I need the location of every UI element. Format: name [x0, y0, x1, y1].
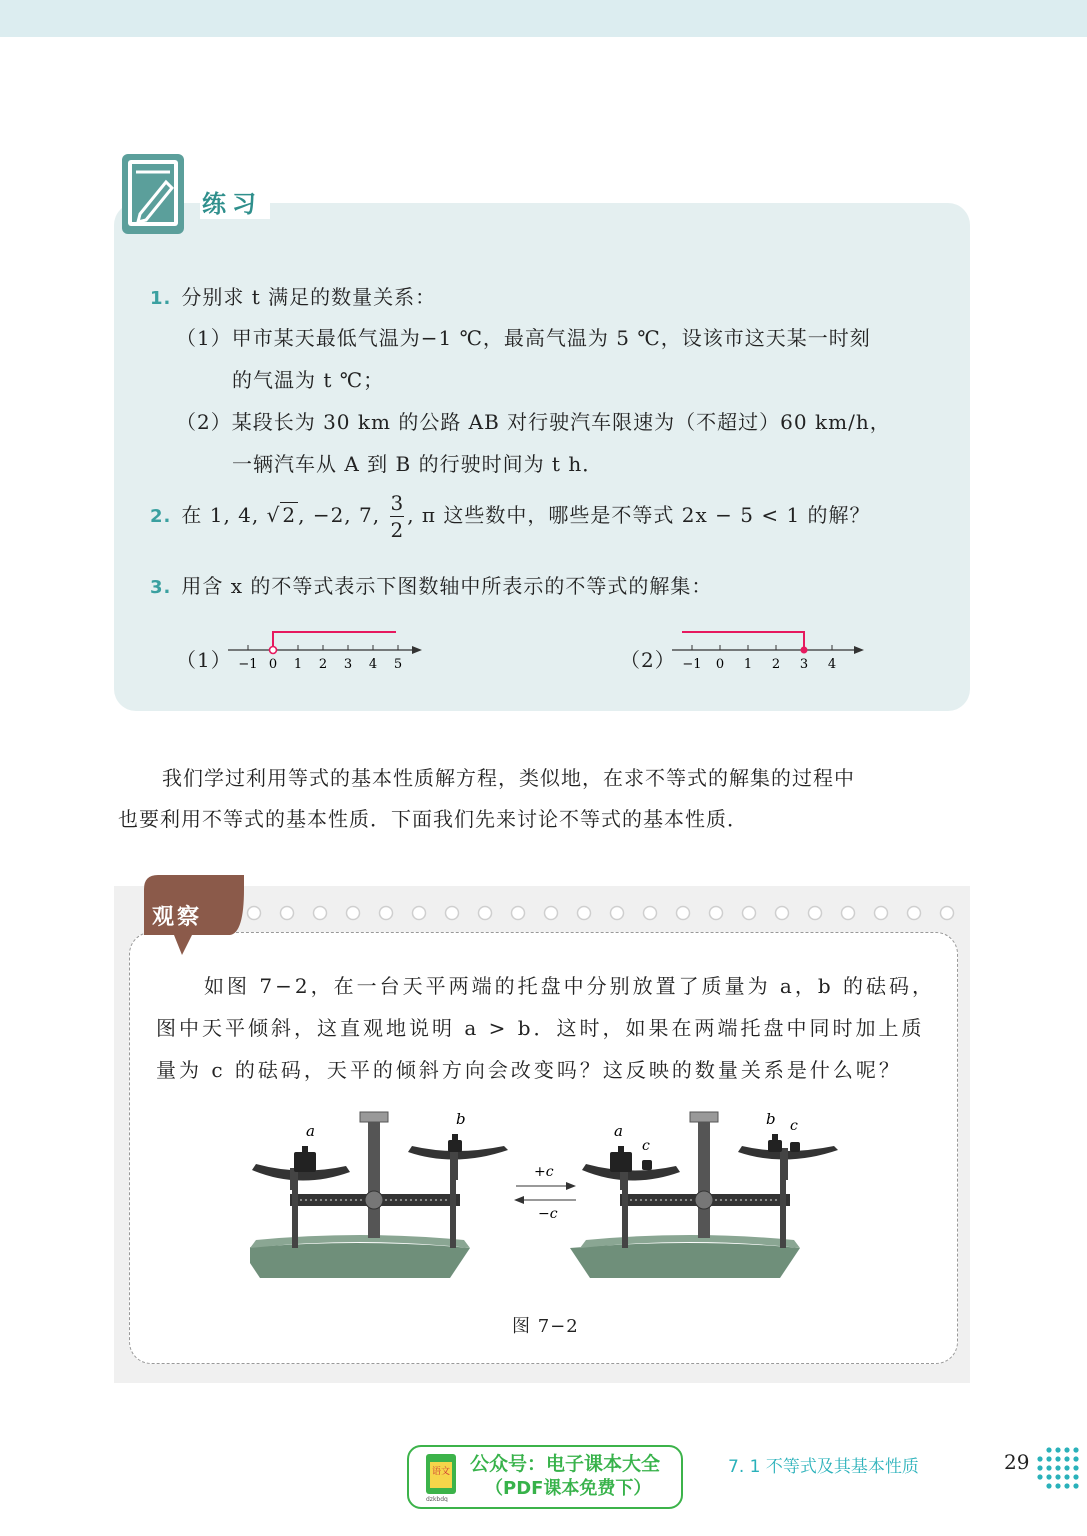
- q2-mid: , −2, 7,: [298, 503, 388, 527]
- decor-dot: [644, 907, 657, 920]
- weight-label-b: b: [456, 1110, 466, 1128]
- balance-left: [250, 1110, 508, 1278]
- book-icon: [420, 1452, 464, 1502]
- q1-part2-line2: 一辆汽车从 A 到 B 的行驶时间为 t h．: [232, 452, 604, 476]
- decor-dot: [842, 907, 855, 920]
- page-dot: [1037, 1474, 1042, 1479]
- page-dot: [1064, 1447, 1069, 1452]
- page-dot: [1073, 1474, 1078, 1479]
- page-dot: [1055, 1456, 1060, 1461]
- section-title: 7. 1 不等式及其基本性质: [728, 1457, 919, 1477]
- decorative-dots: [246, 903, 958, 923]
- tick-label: 1: [293, 657, 303, 672]
- weight-label-b2: b: [766, 1110, 776, 1128]
- tick-label: 4: [827, 657, 837, 672]
- weight-label-a: a: [306, 1122, 315, 1140]
- q1-part1-line1: （1）甲市某天最低气温为−1 ℃，最高气温为 5 ℃，设该市这天某一时刻: [176, 326, 871, 350]
- page-dot: [1046, 1465, 1051, 1470]
- tick-label: −1: [682, 657, 702, 672]
- badge-line-2: （PDF课本免费下）: [485, 1478, 652, 1499]
- arrow-label-minus-c: −c: [538, 1206, 558, 1222]
- tick-label: 2: [771, 657, 781, 672]
- tick-label: 0: [268, 657, 278, 672]
- paragraph-line-1: 我们学过利用等式的基本性质解方程，类似地，在求不等式的解集的过程中: [162, 766, 855, 790]
- decor-dot: [380, 907, 393, 920]
- q1-line: [150, 281, 436, 310]
- page-dot: [1046, 1447, 1051, 1452]
- decor-dot: [875, 907, 888, 920]
- decor-dot: [677, 907, 690, 920]
- q2-pre: 在 1, 4,: [181, 503, 267, 527]
- page-dots-icon: [1034, 1446, 1084, 1490]
- q3-label-1: （1）: [176, 648, 232, 672]
- number-line-2: [670, 624, 870, 680]
- decor-dot: [776, 907, 789, 920]
- number-line-1: [226, 624, 426, 680]
- decor-dot: [479, 907, 492, 920]
- q3-number: 3.: [150, 577, 172, 598]
- decor-dot: [347, 907, 360, 920]
- book-icon-text: 语文: [432, 1467, 451, 1477]
- exercise-title: 练习: [200, 184, 270, 219]
- page-dot: [1064, 1456, 1069, 1461]
- page-dot: [1073, 1465, 1078, 1470]
- page-dot: [1055, 1474, 1060, 1479]
- decor-dot: [941, 907, 954, 920]
- page-dot: [1046, 1474, 1051, 1479]
- page-dot: [1064, 1483, 1069, 1488]
- tick-label: 3: [799, 657, 809, 672]
- decor-dot: [545, 907, 558, 920]
- q3-line: [150, 570, 712, 599]
- tick-label: 0: [715, 657, 725, 672]
- page-dot: [1055, 1483, 1060, 1488]
- page-dot: [1073, 1483, 1078, 1488]
- decor-dot: [809, 907, 822, 920]
- tick-label: −1: [238, 657, 258, 672]
- page-dot: [1046, 1483, 1051, 1488]
- q1-text: 分别求 t 满足的数量关系：: [181, 285, 437, 309]
- q2-frac-num: 3: [390, 491, 405, 515]
- page-dot: [1055, 1465, 1060, 1470]
- decor-dot: [512, 907, 525, 920]
- paragraph-line-2: 也要利用不等式的基本性质．下面我们先来讨论不等式的基本性质．: [118, 807, 748, 831]
- badge-line-1: 公众号：电子课本大全: [470, 1453, 661, 1475]
- page-dot: [1037, 1456, 1042, 1461]
- figure-caption: 图 7−2: [512, 1316, 579, 1337]
- q3-label-2: （2）: [620, 648, 676, 672]
- decor-dot: [710, 907, 723, 920]
- q1-part2-line1: （2）某段长为 30 km 的公路 AB 对行驶汽车限速为（不超过）60 km/h，: [176, 410, 891, 434]
- decor-dot: [908, 907, 921, 920]
- top-color-band: [0, 0, 1087, 37]
- q2-sqrt: 2: [282, 503, 297, 527]
- tick-label: 3: [343, 657, 353, 672]
- decor-dot: [248, 907, 261, 920]
- decor-dot: [314, 907, 327, 920]
- page-dot: [1064, 1465, 1069, 1470]
- tick-label: 4: [368, 657, 378, 672]
- weight-label-c2: c: [790, 1118, 798, 1134]
- decor-dot: [413, 907, 426, 920]
- observe-line-2: 图中天平倾斜，这直观地说明 a > b．这时，如果在两端托盘中同时加上质: [156, 1016, 925, 1040]
- arrow-label-plus-c: +c: [534, 1164, 554, 1180]
- page-dot: [1073, 1456, 1078, 1461]
- balance-figure: [250, 1108, 840, 1298]
- book-icon-sub: dzkbdq: [426, 1496, 448, 1502]
- pencil-notebook-icon: [118, 152, 188, 236]
- decor-dot: [446, 907, 459, 920]
- decor-dot: [578, 907, 591, 920]
- tick-label: 1: [743, 657, 753, 672]
- q2-number: 2.: [150, 506, 172, 527]
- page-number: 29: [1004, 1450, 1030, 1474]
- page-dot: [1073, 1447, 1078, 1452]
- observe-line-3: 量为 c 的砝码，天平的倾斜方向会改变吗？这反映的数量关系是什么呢？: [156, 1058, 902, 1082]
- weight-label-c1: c: [642, 1138, 650, 1154]
- q2-post: , π 这些数中，哪些是不等式 2x − 5 < 1 的解？: [407, 503, 871, 527]
- q1-part1-line2: 的气温为 t ℃；: [232, 368, 385, 392]
- observe-title: 观察: [152, 905, 203, 930]
- decor-dot: [611, 907, 624, 920]
- decor-dot: [743, 907, 756, 920]
- q2-fraction: [390, 490, 404, 543]
- tick-label: 5: [393, 657, 403, 672]
- page-dot: [1055, 1447, 1060, 1452]
- page-dot: [1064, 1474, 1069, 1479]
- q2-frac-den: 2: [390, 518, 405, 542]
- balance-right: [570, 1110, 838, 1278]
- page-dot: [1037, 1465, 1042, 1470]
- observe-line-1: 如图 7−2，在一台天平两端的托盘中分别放置了质量为 a，b 的砝码，: [204, 974, 936, 998]
- decor-dot: [281, 907, 294, 920]
- weight-label-a2: a: [614, 1122, 623, 1140]
- q2-line: 2. 在 1, 4, √ 2 , −2, 7, $\frac{3}{2}$ , π 这些数中，哪些是不等式 2x − 5 < 1 的解？: [150, 491, 871, 542]
- q3-text: 用含 x 的不等式表示下图数轴中所表示的不等式的解集：: [181, 574, 713, 598]
- arrows: [514, 1164, 576, 1222]
- page-dot: [1046, 1456, 1051, 1461]
- tick-label: 2: [318, 657, 328, 672]
- q1-number: 1.: [150, 288, 172, 309]
